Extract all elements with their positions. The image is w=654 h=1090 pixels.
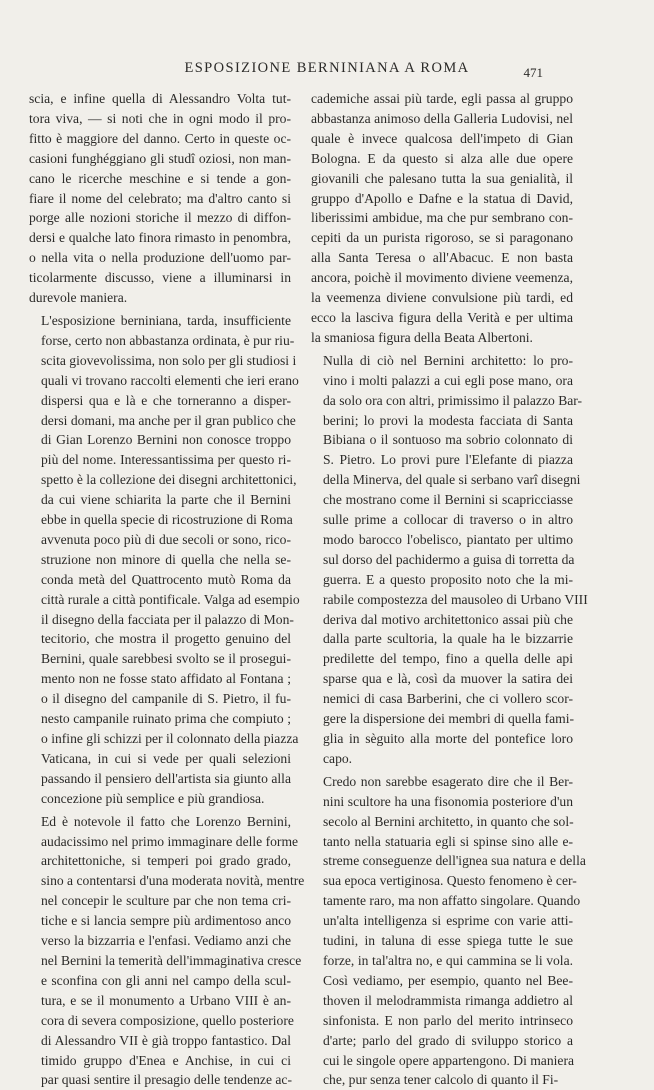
paragraph [29,311,300,809]
text-line: scia, e infine quella di Alessandro Volta tut- [29,91,291,106]
text-line: berini; lo provi la modesta facciata di Santa [323,412,573,428]
text-line: forze, in tal'altra no, e qui cammina se li vola. [323,952,573,968]
text-line: Ed è notevole il fatto che Lorenzo Bernini, [41,813,291,829]
text-line: streme conseguenze dell'ignea sua natura e della [323,853,586,869]
text-line: spetto è la collezione dei disegni architettonici, [41,472,297,488]
page-number: 471 [523,65,543,80]
text-line: città rurale a città pontificale. Valga ad esempio [41,591,300,607]
text-line: dersi domani, ma anche per il gran publico che [41,412,296,428]
text-line: sparse qua e là, così da muover la satira dei [323,671,573,687]
text-line: sinfonista. E non parlo del merito intrinseco [323,1012,573,1028]
text-line: tamente raro, ma non affatto singolare. Quando [323,893,581,909]
text-line: o il disegno del campanile di S. Pietro, il fu- [41,691,291,707]
text-line: dersi e qualche lato finora rimasto in penombra, [29,230,291,246]
text-line: tudini, in taluna di esse spiega tutte le sue [323,933,573,949]
text-line: nemici di casa Barberini, che ci vollero scor- [323,691,573,707]
text-line: ebbe in quella specie di ricostruzione di Roma [41,512,293,528]
text-line: la smaniosa figura della Beata Albertoni. [311,329,533,345]
text-line: d'arte; parlo del grado di sviluppo storico a [323,1032,573,1048]
text-line: conda metà del Quattrocento mutò Roma da [41,571,291,587]
text-line: quali vi trovano raccolti elementi che ieri erano [41,372,299,388]
text-line: fitto è maggiore del danno. Certo in queste oc- [29,130,291,146]
text-line: nel concepir le sculture par che non tema cri- [41,893,291,909]
text-line: alla Santa Teresa o all'Abacuc. E non basta [311,250,573,266]
text-line: ticolarmente discusso, viene a illuminarsi in [29,270,291,286]
text-line: di Gian Lorenzo Bernini non conosce troppo [41,432,291,448]
text-line: cepiti da un purista rigoroso, se si paragonano [311,230,573,246]
text-line: forse, certo non abbastanza ordinata, è pur riu- [41,332,295,348]
text-line: nel Bernini la temerità dell'immaginativa cresce [41,952,302,968]
paragraph [311,351,588,769]
text-line: casioni funghéggiano gli studî oziosi, non man- [29,150,291,166]
text-line: Bologna. E da questo si alza alle due opere [311,150,573,166]
text-line: Bibiana o il sontuoso ma sobrio colonnato di [323,432,573,448]
text-line: dispersi qua e là e che torneranno a disper- [41,392,291,408]
paragraph [29,89,291,308]
text-line: da solo ora con altri, primissimo il palazzo Bar- [323,392,583,408]
text-line: dalla parte scultoria, la quale ha le bizzarrie [323,631,573,647]
text-line: fiare il nome del celebrato; ma d'altro canto si [29,190,291,206]
text-line: Nulla di ciò nel Bernini architetto: lo pro- [323,352,573,368]
text-line: L'esposizione berniniana, tarda, insufficiente [41,312,291,328]
text-line: avvenuta poco più di due secoli or sono, rico- [41,531,291,547]
text-line: nini scultore ha una fisonomia posteriore d'un [323,793,573,809]
text-line: abbastanza animoso della Galleria Ludovisi, nel [311,110,573,126]
text-line: della Minerva, del quale si serbano varî disegni [323,472,581,488]
text-line: scita giovevolissima, non solo per gli studiosi i [41,352,297,368]
text-line: o nella vita o nella produzione dell'uomo par- [29,250,291,266]
text-line: struzione non minore di quella che nella se- [41,551,291,567]
text-line: timido gruppo d'Enea e Anchise, in cui ci [41,1052,291,1068]
text-line: sua epoca vertiginosa. Questo fenomeno è cer- [323,873,577,889]
text-line: o infine gli schizzi per il colonnato della piazza [41,731,299,746]
text-line: gruppo d'Apollo e Dafne e la statua di David, [311,190,573,206]
text-line: la veemenza diviene convulsione più tardi, ed [311,290,573,306]
text-line: cademiche assai più tarde, egli passa al gruppo [311,91,573,106]
text-line: cano le ricerche meschine e si tende a gon- [29,170,291,186]
text-line: verso la bizzarria e l'enfasi. Vediamo anzi che [41,933,291,949]
text-line: tecitorio, che mostra il progetto genuino del [41,631,291,647]
text-line: Così vediamo, per esempio, quanto nel Bee- [323,972,573,988]
text-line: Vaticana, in cui si vede per quali selezioni [41,750,291,766]
text-line: secolo al Bernini architetto, in quanto che sol- [323,813,574,829]
text-line: tiche e si lancia sempre più ardimentoso anco [41,913,291,929]
running-head [0,60,654,84]
text-line: modo barocco l'obelisco, piantato per ultimo [323,531,573,547]
text-line: vino i molti palazzi a cui egli pose mano, ora [323,372,573,388]
text-line: glia in sèguito alla morte del pontefice loro [323,731,573,746]
text-line: e sconfina con gli anni nel campo della scul- [41,972,291,988]
text-line: rabile compostezza del mausoleo di Urbano VIII [323,591,588,607]
text-line: sino a contentarsi d'una moderata novità, mentre [41,873,305,889]
text-line: tora viva, — si noti che in ogni modo il pro- [29,110,291,126]
text-line: giovanili che palesano tutta la sua genialità, il [311,170,573,186]
text-line: di Alessandro VII è già troppo fantastico. Dal [41,1032,291,1048]
left-column [29,89,305,1090]
text-line: ecco la lasciva figura della Verità e per ultima [311,309,573,325]
text-line: quale è invece qualcosa dell'impeto di Gian [311,130,573,146]
text-line: concezione più semplice e più grandiosa. [41,790,265,806]
paragraph [311,772,586,1090]
right-column [311,89,588,1090]
text-line: Credo non sarebbe esagerato dire che il Ber- [323,773,573,789]
paragraph [29,812,305,1090]
text-line: passando il pensiero dell'artista sia giunto alla [41,770,291,786]
paragraph [311,89,573,348]
text-line: da cui viene schiarita la parte che il Bernini [41,492,291,508]
text-line: che mostrano come il Bernini si scapricciasse [323,492,573,508]
text-line: nesto campanile ruinato prima che compiuto ; [41,711,291,727]
text-line: audacissimo nel primo immaginare delle forme [41,833,299,849]
text-line: un'alta intelligenza si esprime con varie atti- [323,913,573,929]
text-line: il disegno della facciata per il palazzo di Mon- [41,611,294,627]
text-line: mento non ne fosse stato affidato al Fontana ; [41,671,291,687]
text-line: sul dorso del pachidermo a guisa di torretta da [323,551,575,567]
text-line: sulle prime a collocar di traverso o in altro [323,512,573,528]
text-line: tanto nella statuaria egli si spinse sino alle e- [323,833,573,849]
text-line: gere la dispersione dei membri di quella fami- [323,711,575,727]
text-line: durevole maniera. [29,290,128,306]
text-line: predilette del tempo, fino a quella delle api [323,651,573,667]
text-line: porge alle nozioni storiche il mezzo di diffon- [29,210,291,226]
text-line: par quasi sentire il presagio delle tendenze ac- [41,1072,292,1088]
text-line: liberissimi ambidue, ma che pur sembrano con- [311,210,573,226]
text-line: architettoniche, si temperi poi grado grado, [41,853,291,869]
text-line: ancora, poichè il movimento diviene veemenza, [311,270,573,286]
text-line: deriva dal motivo architettonico assai più che [323,611,573,627]
text-line: cui le singole opere appartengono. Di maniera [323,1052,575,1068]
text-line: thoven il melodrammista rimanga addietro al [323,992,573,1008]
text-line: S. Pietro. Lo provi pure l'Elefante di piazza [323,452,573,468]
text-line: che, pur senza tener calcolo di quanto il Fi- [323,1072,559,1088]
text-line: cora di severa composizione, quello posteriore [41,1012,294,1028]
text-line: guerra. E a questo proposito noto che la mi- [323,571,573,587]
running-title: ESPOSIZIONE BERNINIANA A ROMA [184,60,470,76]
text-line: Bernini, quale sarebbesi svolto se il prosegui- [41,651,291,667]
text-line: tura, e se il monumento a Urbano VIII è an- [41,992,291,1008]
text-line: più del nome. Interessantissima per questo ri- [41,452,291,468]
text-line: capo. [323,750,353,766]
